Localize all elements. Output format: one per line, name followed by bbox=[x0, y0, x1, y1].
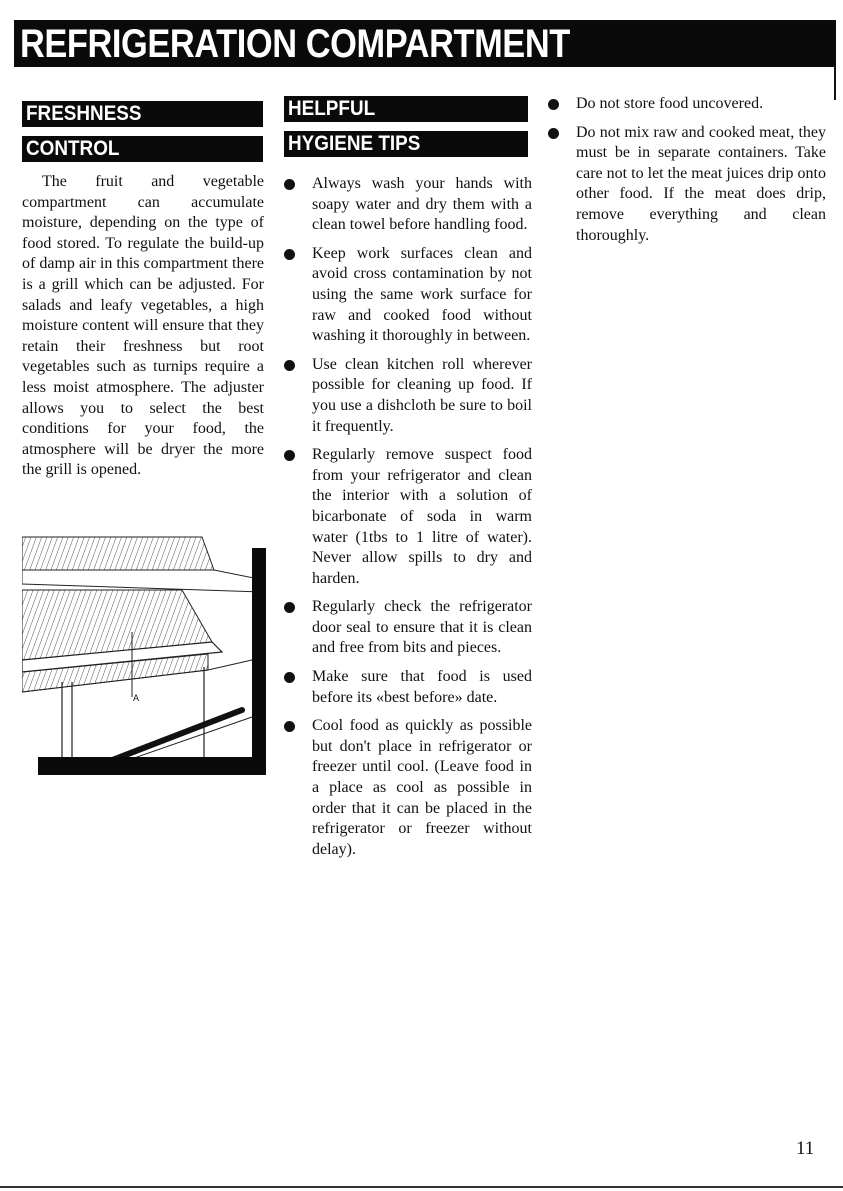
list-item bbox=[284, 174, 532, 236]
page-title: REFRIGERATION COMPARTMENT bbox=[20, 22, 570, 66]
bullet-icon bbox=[284, 179, 295, 190]
storage-tips-list bbox=[548, 94, 826, 246]
freshness-heading-line2: CONTROL bbox=[26, 137, 120, 160]
hygiene-tip-text: Regularly remove suspect food from your refrigerator and clean the interior with a solution of bicarbonate of soda in warm water (1tbs to 1 litre of water). Never allow spills to dry and harden. bbox=[312, 446, 532, 587]
freshness-section bbox=[22, 172, 264, 481]
freshness-heading-line1: FRESHNESS bbox=[26, 102, 142, 125]
hygiene-tips-list bbox=[284, 174, 532, 860]
hygiene-heading-bar-1 bbox=[284, 96, 528, 122]
page-number: 11 bbox=[796, 1138, 815, 1159]
hygiene-section bbox=[284, 174, 532, 868]
bottom-rule bbox=[0, 1186, 843, 1188]
storage-section bbox=[548, 94, 826, 254]
list-item bbox=[284, 355, 532, 437]
crisper-drawer-drawing bbox=[22, 532, 264, 775]
freshness-heading-bar-2 bbox=[22, 136, 263, 162]
storage-tip-text: Do not mix raw and cooked meat, they must be in separate containers. Take care not to let the meat juices drip onto other food. If the meat does drip, remove everything and clean thoroughly. bbox=[576, 123, 826, 244]
freshness-heading-bar-1 bbox=[22, 101, 263, 127]
freshness-paragraph: The fruit and vegetable compartment can accumulate moisture, depending on the type of food stored. To regulate the build-up of damp air in this compartment there is a grill which can be adjusted. For salads and leafy vegetables, a high moisture content will ensure that they retain their freshness but root vegetables such as turnips require a less moist atmosphere. The adjuster allows you to select the best conditions for your food, the atmosphere will be dryer the more the grill is opened. bbox=[22, 173, 264, 479]
bullet-icon bbox=[284, 360, 295, 371]
list-item bbox=[284, 445, 532, 589]
bullet-icon bbox=[284, 602, 295, 613]
bullet-icon bbox=[548, 99, 559, 110]
hygiene-tip-text: Make sure that food is used before its «best before» date. bbox=[312, 668, 532, 706]
storage-tip-text: Do not store food uncovered. bbox=[576, 95, 764, 112]
bullet-icon bbox=[284, 672, 295, 683]
bullet-icon bbox=[284, 721, 295, 732]
bullet-icon bbox=[548, 128, 559, 139]
hygiene-tip-text: Always wash your hands with soapy water and dry them with a clean towel before handling food. bbox=[312, 175, 532, 234]
bullet-icon bbox=[284, 450, 295, 461]
list-item bbox=[284, 716, 532, 860]
list-item bbox=[284, 244, 532, 347]
bullet-icon bbox=[284, 249, 295, 260]
list-item bbox=[548, 94, 826, 115]
figure-label-a: A bbox=[133, 693, 140, 703]
list-item bbox=[284, 597, 532, 659]
hygiene-tip-text: Keep work surfaces clean and avoid cross contamination by not using the same work surface for raw and cooked food without washing it thoroughly in between. bbox=[312, 244, 532, 345]
figure-bottom-bar bbox=[38, 757, 266, 775]
hygiene-tip-text: Regularly check the refrigerator door seal to ensure that it is clean and free from bits and pieces. bbox=[312, 598, 532, 657]
figure-side-bar bbox=[252, 548, 266, 775]
hygiene-tip-text: Use clean kitchen roll wherever possible for cleaning up food. If you use a dishcloth be sure to boil it frequently. bbox=[312, 355, 532, 435]
hygiene-heading-bar-2 bbox=[284, 131, 528, 157]
hygiene-heading-line1: HELPFUL bbox=[288, 97, 376, 120]
list-item bbox=[284, 667, 532, 708]
hygiene-heading-line2: HYGIENE TIPS bbox=[288, 132, 421, 155]
page-banner bbox=[14, 20, 836, 67]
list-item bbox=[548, 123, 826, 247]
crisper-drawer-illustration bbox=[22, 532, 264, 775]
banner-edge-line bbox=[834, 66, 836, 100]
hygiene-tip-text: Cool food as quickly as possible but don't place in refrigerator or freezer until cool. (Leave food in a place as cool as possible in order that it can be placed in the refrigerator or freezer without delay). bbox=[312, 717, 532, 858]
